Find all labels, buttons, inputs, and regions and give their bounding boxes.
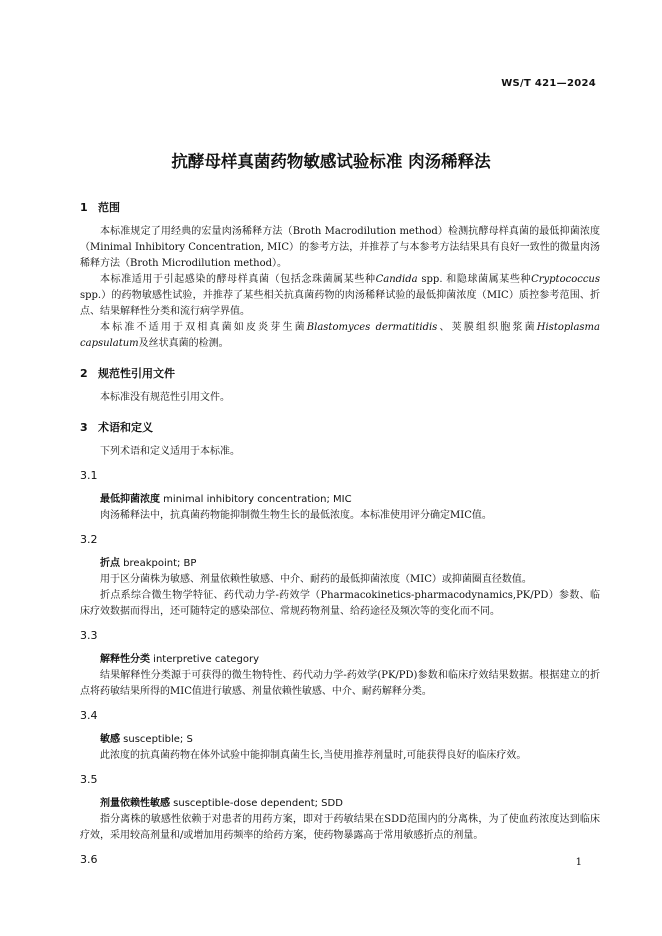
document-body [80,200,600,868]
term-definition: 此浓度的抗真菌药物在体外试验中能抑制真菌生长,当使用推荐剂量时,可能获得良好的临床疗效。 [100,750,527,761]
term-number: 3.2 [80,533,98,546]
term-number: 3.6 [80,853,98,866]
term-title: 折点 breakpoint; BP [100,558,197,569]
paragraph: 本标准适用于引起感染的酵母样真菌（包括念珠菌属某些种Candida spp. 和隐球菌属某些种Cryptococcus spp.）的药物敏感性试验，并推荐了某些相关抗真菌药物的肉汤稀释试验的最低抑菌浓度（MIC）质控参考范围、折点、结果解释性分类和流行病学界值。 [80,274,600,317]
term-definition: 指分离株的敏感性依赖于对患者的用药方案，即对于药敏结果在SDD范围内的分离株，为了使血药浓度达到临床疗效，采用较高剂量和/或增加用药频率的给药方案，使药物暴露高于常用敏感折点的剂量。 [80,814,600,841]
term-title: 敏感 susceptible; S [100,734,193,745]
term-number: 3.4 [80,709,98,722]
paragraph: 本标准没有规范性引用文件。 [100,392,230,403]
section-heading-terms: 3 术语和定义 [80,421,153,434]
term-title: 解释性分类 interpretive category [100,654,260,665]
term-definition: 肉汤稀释法中，抗真菌药物能抑制微生物生长的最低浓度。本标准使用评分确定MIC值。 [100,510,492,521]
term-number: 3.3 [80,629,98,642]
term-number: 3.5 [80,773,98,786]
section-heading-normative-references: 2 规范性引用文件 [80,367,175,380]
term-definition: 折点系综合微生物学特征、药代动力学-药效学（Pharmacokinetics-pharmacodynamics,PK/PD）参数、临床疗效数据而得出，还可随特定的感染部位、常规药物剂量、给药途径及频次等的变化而不同。 [80,590,600,617]
term-number: 3.1 [80,469,98,482]
term-title: 最低抑菌浓度 minimal inhibitory concentration; MIC [100,494,352,505]
term-definition: 结果解释性分类源于可获得的微生物特性、药代动力学-药效学(PK/PD)参数和临床疗效结果数据。根据建立的折点将药敏结果所得的MIC值进行敏感、剂量依赖性敏感、中介、耐药解释分类。 [80,670,600,697]
term-definition: 用于区分菌株为敏感、剂量依赖性敏感、中介、耐药的最低抑菌浓度（MIC）或抑菌圈直径数值。 [100,574,532,585]
section-heading-scope: 1 范围 [80,201,120,214]
standard-code: WS/T 421—2024 [501,78,596,89]
paragraph: 本标准规定了用经典的宏量肉汤稀释方法（Broth Macrodilution method）检测抗酵母样真菌的最低抑菌浓度（Minimal Inhibitory Concentration, MIC）的参考方法，并推荐了与本参考方法结果具有良好一致性的微量肉汤稀释方法（Broth Microdilution method）。 [80,226,600,269]
document-title: 抗酵母样真菌药物敏感试验标准 肉汤稀释法 [171,152,491,171]
term-title: 剂量依赖性敏感 susceptible-dose dependent; SDD [100,798,343,809]
paragraph: 本标准不适用于双相真菌如皮炎芽生菌Blastomyces dermatitidis、荚膜组织胞浆菌Histoplasma capsulatum及丝状真菌的检测。 [80,322,600,349]
paragraph: 下列术语和定义适用于本标准。 [100,446,240,457]
page-number: 1 [575,857,582,868]
